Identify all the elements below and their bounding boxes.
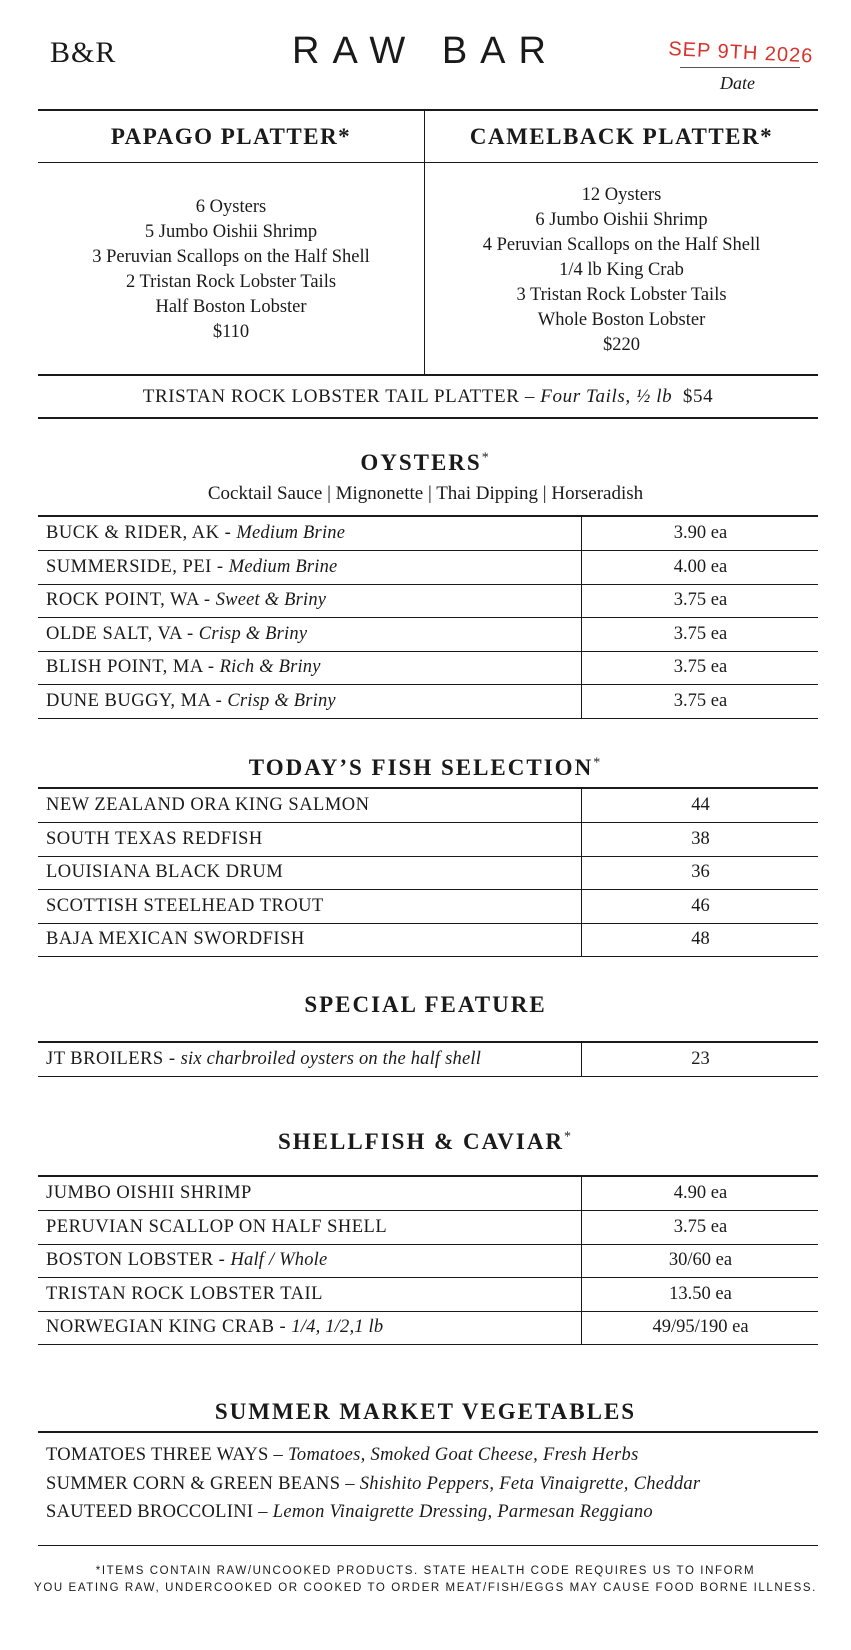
item-name	[46, 929, 305, 950]
column-divider	[581, 789, 582, 822]
item-description: Rich & Briny	[219, 657, 321, 678]
item-title: NORWEGIAN KING CRAB -	[46, 1317, 287, 1338]
table-row	[38, 618, 818, 652]
item-name	[46, 829, 263, 850]
item-description: Medium Brine	[236, 523, 346, 543]
item-price: 49/95/190 ea	[652, 1317, 749, 1338]
divider	[38, 1431, 818, 1433]
divider	[38, 109, 818, 111]
platter-item: $110	[212, 322, 250, 342]
table-row	[38, 923, 818, 957]
item-name	[46, 1284, 323, 1305]
tail-platter-name: TRISTAN ROCK LOBSTER TAIL PLATTER –	[142, 386, 535, 407]
item-price: 38	[691, 828, 710, 849]
item-name	[46, 557, 337, 578]
table-row	[38, 890, 818, 924]
camelback-platter-items	[425, 183, 818, 358]
column-divider	[581, 584, 582, 617]
papago-platter-items	[38, 195, 424, 345]
column-divider	[581, 890, 582, 923]
item-price: 3.90 ea	[673, 523, 728, 543]
column-divider	[581, 685, 582, 718]
platter-item: 6 Oysters	[195, 197, 267, 217]
disclaimer-line-1: *ITEMS CONTAIN RAW/UNCOOKED PRODUCTS. STATE HEALTH CODE REQUIRES US TO INFORM	[95, 1565, 756, 1577]
item-price: 3.75 ea	[673, 691, 728, 711]
item-name	[46, 896, 324, 917]
divider	[38, 374, 818, 376]
special-heading: SPECIAL FEATURE	[304, 992, 547, 1017]
item-title: TRISTAN ROCK LOBSTER TAIL	[46, 1283, 323, 1304]
disclaimer-line-2: YOU EATING RAW, UNDERCOOKED OR COOKED TO ORDER MEAT/FISH/EGGS MAY CAUSE FOOD BORNE ILLNESS.	[34, 1582, 817, 1594]
date-stamp: SEP 9TH 2026	[667, 38, 814, 68]
item-description: six charbroiled oysters on the half shell	[180, 1049, 482, 1069]
oysters-heading: OYSTERS*	[360, 450, 491, 475]
table-row	[38, 1311, 818, 1345]
item-price: 44	[691, 795, 710, 815]
item-description: 1/4, 1/2,1 lb	[291, 1317, 384, 1338]
item-name	[46, 624, 307, 645]
tail-platter	[38, 386, 818, 408]
column-divider	[581, 1211, 582, 1244]
item-price: 46	[691, 895, 710, 916]
table-row	[38, 1177, 818, 1211]
platter-item: 1/4 lb King Crab	[559, 260, 684, 280]
item-title: PERUVIAN SCALLOP ON HALF SHELL	[46, 1216, 388, 1237]
table-row	[38, 1043, 818, 1077]
item-title: LOUISIANA BLACK DRUM	[46, 862, 284, 883]
item-name	[46, 657, 321, 678]
item-name	[46, 1049, 481, 1070]
item-description: Medium Brine	[228, 556, 338, 577]
date-underline	[680, 67, 800, 68]
fish-heading: TODAY’S FISH SELECTION*	[248, 755, 603, 780]
papago-platter-title: PAPAGO PLATTER*	[110, 124, 352, 149]
item-description: Crisp & Briny	[227, 691, 336, 711]
table-row	[38, 1278, 818, 1312]
item-price: 30/60 ea	[668, 1250, 733, 1271]
item-price: 23	[691, 1049, 710, 1069]
platter-item: 3 Peruvian Scallops on the Half Shell	[92, 247, 370, 267]
item-price: 3.75 ea	[673, 623, 728, 644]
divider	[38, 417, 818, 419]
vegetable-item	[46, 1502, 653, 1523]
item-price: 3.75 ea	[673, 1216, 728, 1237]
vegetable-item	[46, 1445, 639, 1466]
tail-platter-price: $54	[682, 386, 714, 407]
item-description: Sweet & Briny	[215, 590, 327, 611]
divider	[38, 1545, 818, 1546]
item-price: 36	[691, 862, 710, 883]
item-title: BAJA MEXICAN SWORDFISH	[46, 929, 305, 950]
divider	[38, 162, 818, 163]
item-price: 3.75 ea	[673, 590, 728, 611]
column-divider	[581, 1311, 582, 1344]
platter-item: 4 Peruvian Scallops on the Half Shell	[482, 235, 761, 255]
vegetable-name: SAUTEED BROCCOLINI –	[46, 1502, 268, 1522]
platter-item: 6 Jumbo Oishii Shrimp	[535, 210, 708, 230]
platter-item: $220	[603, 335, 640, 355]
platter-item: Half Boston Lobster	[155, 297, 307, 317]
column-divider	[581, 1278, 582, 1311]
vegetable-name: SUMMER CORN & GREEN BEANS –	[46, 1473, 355, 1494]
vegetables-heading: SUMMER MARKET VEGETABLES	[214, 1399, 637, 1424]
item-title: DUNE BUGGY, MA -	[46, 691, 223, 711]
vegetable-description: Shishito Peppers, Feta Vinaigrette, Cheddar	[359, 1473, 701, 1494]
column-divider	[581, 1244, 582, 1277]
table-row	[38, 1244, 818, 1278]
column-divider	[581, 651, 582, 684]
table-row	[38, 789, 818, 823]
platter-item: 3 Tristan Rock Lobster Tails	[516, 285, 727, 305]
item-title: SOUTH TEXAS REDFISH	[46, 828, 263, 849]
logo: B&R	[50, 36, 117, 69]
item-title: OLDE SALT, VA -	[46, 623, 194, 644]
item-price: 13.50 ea	[669, 1283, 732, 1304]
item-name	[46, 1217, 387, 1238]
table-row	[38, 651, 818, 685]
item-title: SUMMERSIDE, PEI -	[46, 556, 224, 577]
item-title: JUMBO OISHII SHRIMP	[46, 1183, 252, 1203]
column-divider	[581, 1043, 582, 1076]
platter-item: 12 Oysters	[581, 185, 662, 205]
item-name	[46, 795, 370, 816]
column-divider	[581, 1177, 582, 1210]
item-title: ROCK POINT, WA -	[46, 590, 211, 611]
vegetable-name: TOMATOES THREE WAYS –	[46, 1445, 284, 1465]
column-divider	[581, 823, 582, 856]
table-row	[38, 584, 818, 618]
item-price: 4.90 ea	[673, 1183, 728, 1203]
camelback-platter-title: CAMELBACK PLATTER*	[469, 124, 774, 149]
column-divider	[581, 856, 582, 889]
platter-item: Whole Boston Lobster	[537, 310, 706, 330]
date-label: Date	[720, 73, 755, 93]
item-name	[46, 523, 345, 544]
table-row	[38, 856, 818, 890]
shellfish-heading: SHELLFISH & CAVIAR*	[277, 1129, 574, 1154]
item-name	[46, 691, 336, 712]
vegetable-description: Lemon Vinaigrette Dressing, Parmesan Reggiano	[272, 1502, 653, 1522]
item-description: Half / Whole	[230, 1250, 328, 1271]
item-description: Crisp & Briny	[198, 623, 308, 644]
item-title: SCOTTISH STEELHEAD TROUT	[46, 895, 324, 916]
item-title: BLISH POINT, MA -	[46, 657, 215, 678]
item-price: 48	[691, 929, 710, 950]
table-row	[38, 517, 818, 551]
vegetable-item	[46, 1474, 700, 1495]
table-row	[38, 823, 818, 857]
item-title: BUCK & RIDER, AK -	[46, 523, 232, 543]
oyster-sauces: Cocktail Sauce | Mignonette | Thai Dipping | Horseradish	[207, 483, 644, 504]
item-name	[46, 590, 326, 611]
table-row	[38, 685, 818, 719]
column-divider	[581, 551, 582, 584]
item-name	[46, 1317, 383, 1338]
tail-platter-desc: Four Tails, ½ lb	[540, 386, 673, 407]
menu-title: RAW BAR	[292, 30, 559, 72]
column-divider	[581, 517, 582, 550]
item-price: 4.00 ea	[673, 556, 728, 577]
item-name	[46, 1183, 252, 1204]
column-divider	[581, 618, 582, 651]
vegetable-description: Tomatoes, Smoked Goat Cheese, Fresh Herbs	[288, 1445, 639, 1465]
table-row	[38, 551, 818, 585]
platter-item: 5 Jumbo Oishii Shrimp	[144, 222, 318, 242]
platter-item: 2 Tristan Rock Lobster Tails	[125, 272, 337, 292]
item-title: NEW ZEALAND ORA KING SALMON	[46, 795, 370, 815]
item-title: BOSTON LOBSTER -	[46, 1250, 226, 1271]
item-price: 3.75 ea	[673, 657, 728, 678]
column-divider	[581, 923, 582, 956]
item-name	[46, 1250, 327, 1271]
table-row	[38, 1211, 818, 1245]
item-name	[46, 862, 283, 883]
item-title: JT BROILERS -	[46, 1049, 176, 1069]
